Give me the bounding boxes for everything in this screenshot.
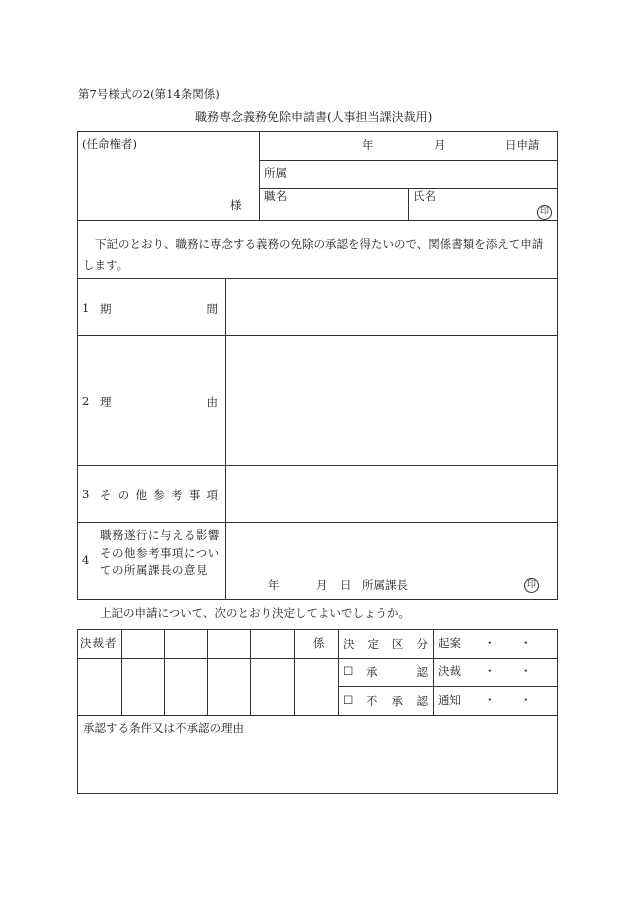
divider (250, 629, 251, 715)
divider (77, 465, 557, 466)
appointer-label: (任命権者) (82, 137, 137, 151)
opinion-month-label: 月 (316, 578, 328, 592)
seal-mark: 印 (524, 578, 539, 593)
date-dot: ・ (484, 664, 496, 678)
approve-char: 承 (366, 665, 378, 679)
divider (338, 629, 339, 715)
intro-text: 下記のとおり、職務に専念する義務の免除の承認を得たいので、関係書類を添えて申請します。 (83, 237, 544, 272)
divider (259, 160, 557, 161)
category-char: 分 (416, 637, 428, 651)
staff-label: 係 (313, 636, 325, 650)
date-year-label: 年 (362, 138, 374, 152)
date-dot: ・ (484, 636, 496, 650)
other-char: 他 (135, 488, 147, 502)
reject-char: 認 (416, 694, 428, 708)
other-char: の (117, 488, 130, 502)
other-char: 項 (206, 488, 218, 502)
category-char: 決 (343, 637, 355, 651)
date-dot: ・ (520, 636, 532, 650)
divider (259, 131, 260, 220)
date-dot: ・ (520, 664, 532, 678)
reason-char: 由 (206, 395, 218, 409)
opinion-year-label: 年 (268, 578, 280, 592)
period-char: 期 (100, 302, 112, 316)
date-month-label: 月 (434, 138, 446, 152)
section-chief-label: 所属課長 (362, 578, 408, 592)
reject-checkbox[interactable]: ☐ (343, 693, 354, 707)
divider (77, 278, 557, 279)
opinion-number: 4 (82, 553, 90, 567)
form-title: 職務専念義務免除申請書(人事担当課決裁用) (195, 110, 433, 124)
reject-char: 不 (366, 694, 378, 708)
divider (77, 335, 557, 336)
date-dot: ・ (484, 693, 496, 707)
divider (164, 629, 165, 715)
approve-char: 認 (416, 665, 428, 679)
approver-label: 決裁者 (80, 636, 118, 650)
period-char: 間 (206, 302, 218, 316)
approve-label (366, 664, 428, 680)
divider (207, 629, 208, 715)
date-dot: ・ (520, 693, 532, 707)
divider (433, 629, 434, 715)
name-label: 氏名 (413, 189, 436, 203)
divider (408, 188, 409, 220)
other-char: そ (100, 488, 112, 502)
divider (77, 715, 557, 716)
other-number: 3 (82, 487, 90, 501)
opinion-day-label: 日 (340, 578, 352, 592)
sama-honorific: 様 (230, 198, 242, 212)
reason-number: 2 (82, 394, 90, 408)
decided-label: 決裁 (438, 664, 461, 678)
divider (225, 278, 226, 600)
reject-label (366, 693, 428, 709)
divider (77, 220, 557, 221)
divider (338, 686, 557, 687)
category-char: 定 (367, 637, 379, 651)
category-char: 区 (392, 637, 404, 651)
period-label (100, 301, 218, 317)
seal-mark: 印 (537, 205, 552, 220)
position-label: 職名 (264, 189, 287, 203)
divider (121, 629, 122, 715)
other-char: 参 (153, 488, 165, 502)
form-number: 第7号様式の2(第14条関係) (78, 87, 220, 101)
other-char: 事 (188, 488, 201, 502)
opinion-label: 職務遂行に与える影響その他参考事項についての所属課長の意見 (100, 528, 220, 577)
date-day-apply-label: 日申請 (505, 138, 540, 152)
decision-note: 上記の申請について、次のとおり決定してよいでしょうか。 (100, 606, 411, 620)
reject-char: 承 (391, 694, 403, 708)
other-label (100, 487, 218, 503)
divider (77, 658, 557, 659)
divider (77, 522, 557, 523)
approve-checkbox[interactable]: ☐ (343, 664, 354, 678)
reason-label (100, 394, 218, 410)
reason-char: 理 (100, 395, 112, 409)
drafted-label: 起案 (438, 636, 461, 650)
conditions-label: 承認する条件又は不承認の理由 (83, 721, 244, 735)
approval-table (77, 629, 558, 794)
affiliation-label: 所属 (264, 166, 287, 180)
notified-label: 通知 (438, 693, 461, 707)
other-char: 考 (171, 488, 183, 502)
period-number: 1 (82, 301, 90, 315)
divider (294, 629, 295, 715)
decision-category-label (343, 636, 428, 652)
